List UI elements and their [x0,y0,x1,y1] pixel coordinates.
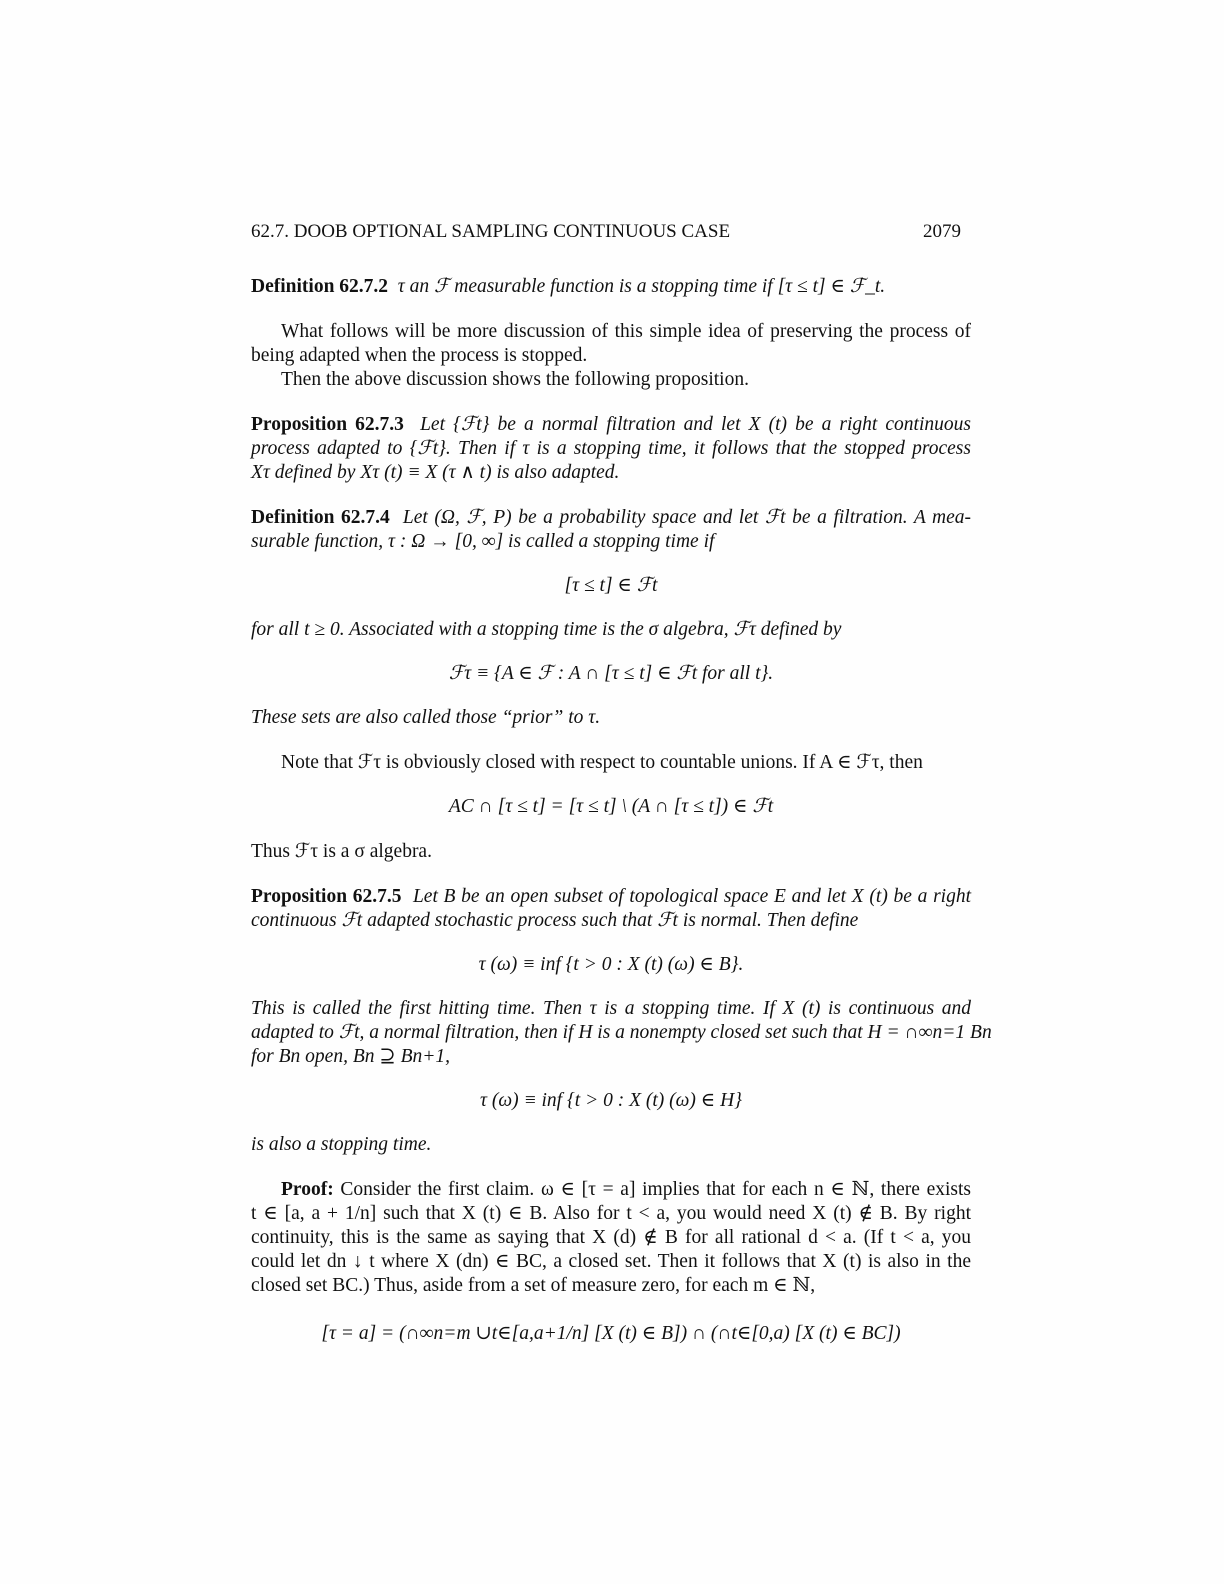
proposition-label: Proposition 62.7.5 [251,886,402,907]
paragraph-line: Then the above discussion shows the following proposition. [281,369,749,390]
proof-line: could let dn ↓ t where X (dn) ∈ BC, a closed set. Then it follows that X (t) is also in the [251,1251,971,1272]
definition-text: τ an ℱ measurable function is a stopping time if [τ ≤ t] ∈ ℱ_t. [397,276,886,297]
display-equation: [τ ≤ t] ∈ ℱt [564,575,658,596]
proposition-line: is also a stopping time. [251,1134,432,1155]
display-equation: [τ = a] = (∩∞n=m ∪t∈[a,a+1/n] [X (t) ∈ B]) ∩ (∩t∈[0,a) [X (t) ∈ BC]) [321,1323,901,1344]
proof-label: Proof: [281,1179,334,1200]
display-equation: τ (ω) ≡ inf {t > 0 : X (t) (ω) ∈ B}. [478,954,744,975]
definition-62-7-2 [251,275,971,299]
proposition-label: Proposition 62.7.3 [251,414,404,435]
paragraph-line: What follows will be more discussion of this simple idea of preserving the process of [281,321,971,342]
proposition-line: adapted to ℱt, a normal filtration, then if H is a nonempty closed set such that H = ∩∞n=1 Bn [251,1022,992,1043]
definition-label: Definition 62.7.4 [251,507,390,528]
proposition-62-7-5: Proposition 62.7.5 Let B be an open subset of topological space E and let X (t) be a right [251,886,971,907]
definition-line: These sets are also called those “prior” to τ. [251,707,601,728]
proof-line: closed set BC.) Thus, aside from a set of measure zero, for each m ∈ ℕ, [251,1275,816,1296]
display-equation: τ (ω) ≡ inf {t > 0 : X (t) (ω) ∈ H} [480,1090,742,1111]
definition-line: for all t ≥ 0. Associated with a stopping time is the σ algebra, ℱτ defined by [251,619,842,640]
running-header [251,220,971,244]
definition-line: surable function, τ : Ω → [0, ∞] is called a stopping time if [251,531,715,552]
paragraph-line: Thus ℱτ is a σ algebra. [251,841,432,862]
paragraph-line: being adapted when the process is stopped. [251,345,588,366]
proof-line: t ∈ [a, a + 1/n] such that X (t) ∈ B. Also for t < a, you would need X (t) ∉ B. By right [251,1203,971,1224]
proposition-line: continuous ℱt adapted stochastic process such that ℱt is normal. Then define [251,910,859,931]
page-number: 2079 [923,221,961,242]
display-equation: ℱτ ≡ {A ∈ ℱ : A ∩ [τ ≤ t] ∈ ℱt for all t}. [448,663,774,684]
paragraph-line: Note that ℱτ is obviously closed with respect to countable unions. If A ∈ ℱτ, then [281,752,923,773]
proposition-line: process adapted to {ℱt}. Then if τ is a stopping time, it follows that the stopped process [251,438,971,459]
display-equation: AC ∩ [τ ≤ t] = [τ ≤ t] \ (A ∩ [τ ≤ t]) ∈ ℱt [448,796,774,817]
proof-start: Proof: Consider the first claim. ω ∈ [τ = a] implies that for each n ∈ ℕ, there exists [281,1179,971,1200]
proof-line: continuity, this is the same as saying that X (d) ∉ B for all rational d < a. (If t < a, you [251,1227,971,1248]
proposition-line: for Bn open, Bn ⊇ Bn+1, [251,1046,451,1067]
section-title: 62.7. DOOB OPTIONAL SAMPLING CONTINUOUS CASE [251,221,731,242]
proposition-line: This is called the first hitting time. Then τ is a stopping time. If X (t) is continuous and [251,998,971,1019]
proposition-62-7-3: Proposition 62.7.3 Let {ℱt} be a normal filtration and let X (t) be a right continuous [251,414,971,435]
definition-62-7-4: Definition 62.7.4 Let (Ω, ℱ, P) be a probability space and let ℱt be a filtration. A mea- [251,507,972,528]
proposition-line: Xτ defined by Xτ (t) ≡ X (τ ∧ t) is also adapted. [251,462,620,483]
definition-label: Definition 62.7.2 [251,276,389,297]
